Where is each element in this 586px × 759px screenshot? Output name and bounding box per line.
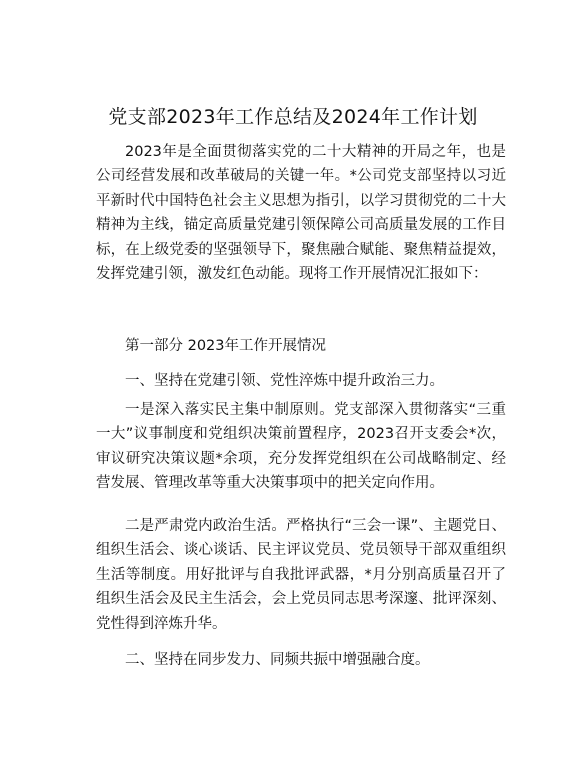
section-one-heading: 一、坚持在党建引领、党性淬炼中提升政治三力。 bbox=[125, 373, 444, 389]
part-one-heading: 第一部分 2023年工作开展情况 bbox=[125, 338, 327, 354]
intro-paragraph: 2023年是全面贯彻落实党的二十大精神的开局之年，也是公司经营发展和改革破局的关键一年。*公司党支部坚持以习近平新时代中国特色社会主义思想为指引，以学习贯彻党的二十大精神为主线，锚定高质量党建引领保障公司高质量发展的工作目标，在上级党委的坚强领导下，聚焦融合赋能、聚焦精益提效，发挥党建引领，激发红色动能。现将工作开展情况汇报如下： bbox=[96, 144, 506, 283]
section-two-heading: 二、坚持在同步发力、同频共振中增强融合度。 bbox=[125, 652, 430, 668]
item-two-paragraph: 二是严肃党内政治生活。严格执行“三会一课”、主题党日、组织生活会、谈心谈话、民主评议党员、党员领导干部双重组织生活等制度。用好批评与自我批评武器，*月分别高质量召开了组织生活会及民主生活会，会上党员同志思考深邃、批评深刻、党性得到淬炼升华。 bbox=[96, 518, 506, 632]
item-one-paragraph: 一是深入落实民主集中制原则。党支部深入贯彻落实“三重一大”议事制度和党组织决策前置程序，2023召开支委会*次，审议研究决策议题*余项，充分发挥党组织在公司战略制定、经营发展、管理改革等重大决策事项中的把关定向作用。 bbox=[96, 402, 506, 492]
document-title: 党支部2023年工作总结及2024年工作计划 bbox=[108, 106, 478, 128]
